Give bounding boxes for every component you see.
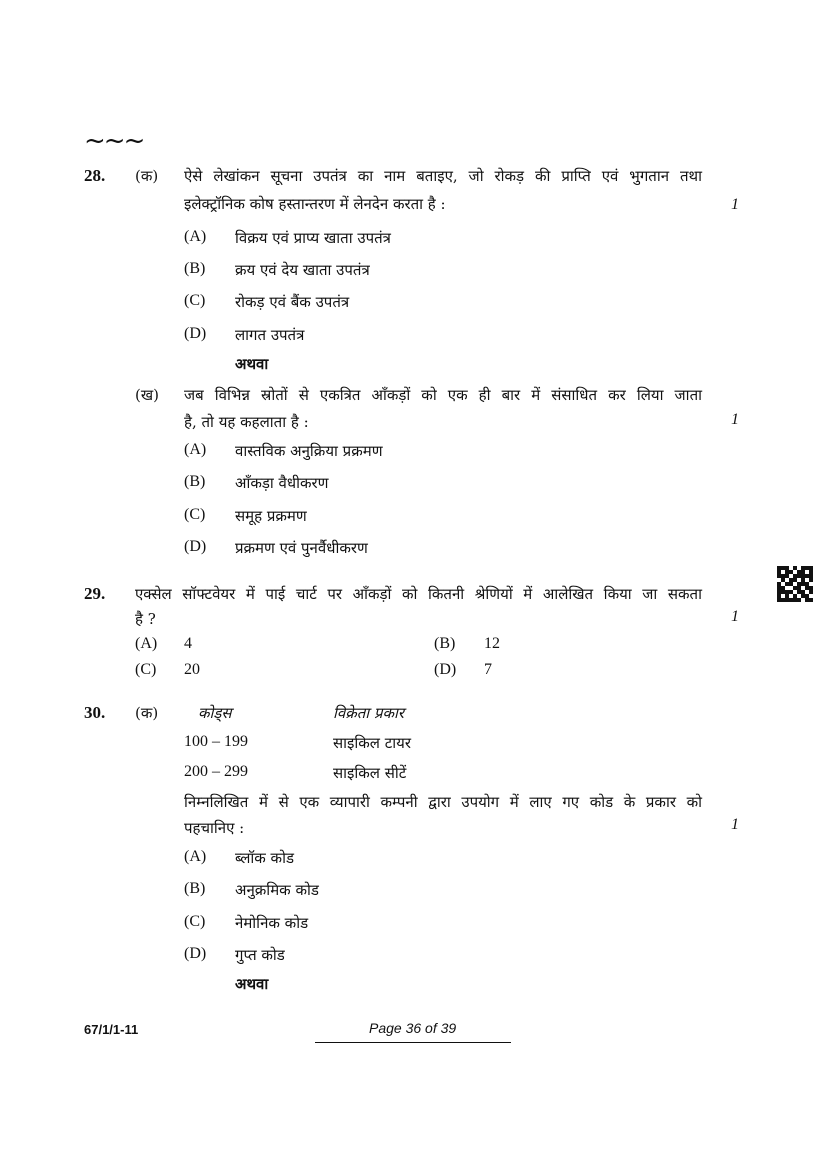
page-number: Page 36 of 39	[369, 1020, 457, 1036]
q30-table-row2-code: 200 – 299	[184, 763, 248, 780]
q30-table-header-type: विक्रेता प्रकार	[333, 704, 405, 722]
q30-option-b: अनुक्रमिक कोड	[235, 881, 319, 899]
q30-option-c-letter: (C)	[184, 913, 206, 930]
q28-a-marks: 1	[731, 196, 739, 213]
q28-a-option-c: रोकड़ एवं बैंक उपतंत्र	[235, 293, 350, 311]
q29-option-b-letter: (B)	[434, 635, 456, 652]
q30-option-a-letter: (A)	[184, 848, 207, 865]
q28-b-option-c-letter: (C)	[184, 506, 206, 523]
q30-or-label: अथवा	[235, 975, 269, 993]
q28-a-option-c-letter: (C)	[184, 292, 206, 309]
q29-option-a: 4	[184, 635, 192, 652]
q28-or-label: अथवा	[235, 355, 269, 373]
ornament-tilde: ~~~	[84, 126, 144, 156]
q30-table-header-codes: कोड्स	[198, 704, 232, 722]
q29-option-c: 20	[184, 661, 200, 678]
q28-part-b-label: (ख)	[135, 386, 159, 404]
q28-b-marks: 1	[731, 411, 739, 428]
q30-option-d: गुप्त कोड	[235, 946, 285, 964]
qr-code	[777, 566, 813, 602]
q28-b-option-a: वास्तविक अनुक्रिया प्रक्रमण	[235, 442, 383, 460]
q30-table-row1-code: 100 – 199	[184, 733, 248, 750]
q30-text-line2: पहचानिए :	[184, 819, 245, 837]
q30-table-row2-type: साइकिल सीटें	[333, 764, 407, 782]
q29-option-d-letter: (D)	[434, 661, 457, 678]
q30-option-a: ब्लॉक कोड	[235, 849, 294, 867]
q28-a-option-a: विक्रय एवं प्राप्य खाता उपतंत्र	[235, 229, 391, 247]
paper-code: 67/1/1-11	[84, 1022, 139, 1037]
q30-part-a-label: (क)	[135, 704, 159, 722]
q28-b-text-line1: जब विभिन्न स्रोतों से एकत्रित आँकड़ों को एक ही बार में संसाधित कर लिया जाता	[184, 386, 702, 404]
q30-option-d-letter: (D)	[184, 945, 207, 962]
footer-rule	[315, 1042, 511, 1043]
q30-table-row1-type: साइकिल टायर	[333, 734, 412, 752]
q29-option-a-letter: (A)	[135, 635, 158, 652]
question-number-30: 30.	[84, 703, 106, 722]
q28-a-option-d: लागत उपतंत्र	[235, 326, 305, 344]
q29-marks: 1	[731, 608, 739, 625]
q28-part-a-label: (क)	[135, 167, 159, 185]
q29-text-line1: एक्सेल सॉफ्टवेयर में पाई चार्ट पर आँकड़ों को कितनी श्रेणियों में आलेखित किया जा सकता	[135, 585, 702, 603]
q28-b-option-b-letter: (B)	[184, 473, 206, 490]
question-number-29: 29.	[84, 584, 106, 603]
q29-option-c-letter: (C)	[135, 661, 157, 678]
q30-option-b-letter: (B)	[184, 880, 206, 897]
q28-b-option-a-letter: (A)	[184, 441, 207, 458]
q30-marks: 1	[731, 816, 739, 833]
q28-a-text-line2: इलेक्ट्रॉनिक कोष हस्तान्तरण में लेनदेन करता है :	[184, 195, 446, 213]
q29-option-d: 7	[484, 661, 492, 678]
q29-text-line2: है ?	[135, 610, 156, 628]
q28-b-text-line2: है, तो यह कहलाता है :	[184, 413, 309, 431]
q28-b-option-d: प्रक्रमण एवं पुनर्वैधीकरण	[235, 539, 368, 557]
q28-a-option-b-letter: (B)	[184, 260, 206, 277]
question-number-28: 28.	[84, 166, 106, 185]
q28-a-option-b: क्रय एवं देय खाता उपतंत्र	[235, 261, 370, 279]
q30-text-line1: निम्नलिखित में से एक व्यापारी कम्पनी द्वारा उपयोग में लाए गए कोड के प्रकार को	[184, 793, 702, 811]
q28-a-text-line1: ऐसे लेखांकन सूचना उपतंत्र का नाम बताइए, जो रोकड़ की प्राप्ति एवं भुगतान तथा	[184, 167, 702, 185]
q29-option-b: 12	[484, 635, 500, 652]
q30-option-c: नेमोनिक कोड	[235, 914, 309, 932]
q28-a-option-a-letter: (A)	[184, 228, 207, 245]
q28-b-option-d-letter: (D)	[184, 538, 207, 555]
q28-b-option-b: आँकड़ा वैधीकरण	[235, 474, 329, 492]
q28-a-option-d-letter: (D)	[184, 325, 207, 342]
q28-b-option-c: समूह प्रक्रमण	[235, 507, 307, 525]
